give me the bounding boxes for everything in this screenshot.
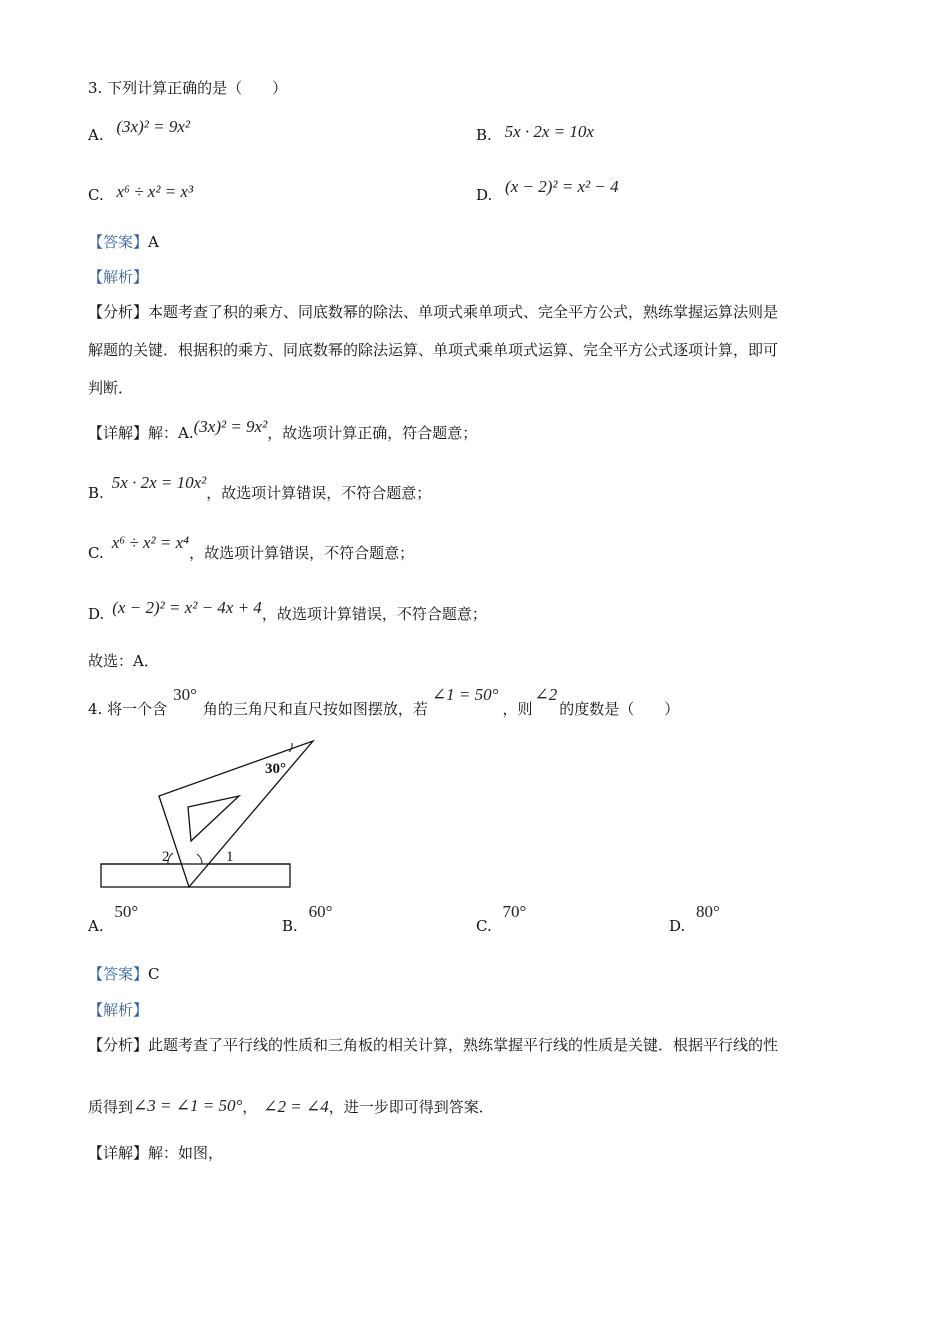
detail-label: C.: [88, 544, 104, 562]
option-label: A.: [88, 917, 104, 935]
option-math: 60°: [308, 902, 333, 921]
q4-fenxi-line-2: [88, 1096, 494, 1117]
option-math: (x − 2)² = x² − 4: [505, 177, 619, 196]
stem-text: 的度数是（ ）: [559, 700, 680, 718]
q4-answer: [88, 963, 160, 984]
option-label: C.: [88, 186, 104, 204]
option-label: A.: [88, 126, 104, 144]
detail-math: 5x · 2x = 10x²: [111, 473, 207, 492]
q3-conclusion: 故选：A．: [88, 652, 159, 670]
q3-detail-d: [88, 598, 487, 624]
q4-option-d[interactable]: [669, 902, 720, 936]
q3-option-b[interactable]: [476, 122, 594, 145]
option-math: 80°: [696, 902, 720, 921]
stem-text: 4. 将一个含: [88, 700, 168, 718]
fenxi-text: 质得到: [88, 1098, 134, 1116]
detail-text: ，故选项计算错误，不符合题意；: [206, 484, 432, 502]
option-math: 50°: [114, 902, 139, 921]
q3-fenxi-line-1: [88, 301, 778, 322]
detail-math: (3x)² = 9x²: [193, 417, 268, 436]
option-math: 5x · 2x = 10x: [504, 122, 594, 141]
detail-tag: 【详解】: [88, 1144, 149, 1162]
option-math: (3x)² = 9x²: [116, 117, 190, 136]
fenxi-text: ，进一步即可得到答案．: [328, 1098, 494, 1116]
q3-answer: [88, 231, 159, 252]
fenxi-text: 此题考查了平行线的性质和三角板的相关计算，熟练掌握平行线的性质是关键．根据平行线的性: [148, 1036, 779, 1054]
fenxi-text: ，: [242, 1098, 258, 1116]
fenxi-tag: 【分析】: [88, 303, 149, 321]
q3-stem: 3. 下列计算正确的是（ ）: [88, 79, 288, 97]
q4-option-a[interactable]: [88, 902, 139, 936]
fenxi-math: ∠2 = ∠4: [263, 1097, 329, 1116]
detail-math: (x − 2)² = x² − 4x + 4: [112, 598, 262, 617]
q4-detail: [88, 1142, 223, 1163]
q3-option-c[interactable]: [88, 182, 194, 205]
fenxi-math: ∠3 = ∠1 = 50°: [133, 1096, 243, 1115]
option-math: x⁶ ÷ x² = x³: [116, 182, 194, 201]
option-label: D.: [476, 186, 493, 204]
q4-fenxi-line-1: [88, 1034, 778, 1055]
option-label: B.: [476, 126, 492, 144]
option-math: 70°: [502, 902, 527, 921]
detail-label: B.: [88, 484, 104, 502]
detail-text: ，故选项计算正确，符合题意；: [267, 424, 478, 442]
option-label: C.: [476, 917, 492, 935]
fenxi-tag: 【分析】: [88, 1036, 149, 1054]
detail-text: ，故选项计算错误，不符合题意；: [261, 605, 487, 623]
option-label: D.: [669, 917, 686, 935]
q4-option-c[interactable]: [476, 902, 527, 936]
q4-analysis-tag: 【解析】: [88, 1001, 149, 1019]
detail-text: ，故选项计算错误，不符合题意；: [189, 544, 415, 562]
detail-label: D.: [88, 605, 105, 623]
q3-option-a[interactable]: [88, 117, 190, 145]
stem-math: ∠2: [534, 685, 558, 704]
q3-detail-c: [88, 533, 415, 563]
answer-tag: 【答案】: [88, 233, 149, 251]
detail-text: 解：如图，: [148, 1144, 224, 1162]
detail-math: x⁶ ÷ x² = x⁴: [111, 533, 190, 552]
stem-text: 角的三角尺和直尺按如图摆放，若: [202, 700, 428, 718]
label-30-degrees: 30°: [265, 761, 286, 777]
stem-text: ，则: [502, 700, 533, 718]
q3-analysis-tag: 【解析】: [88, 268, 149, 286]
q3-detail-b: [88, 473, 432, 503]
detail-intro: 解：A.: [148, 424, 194, 442]
q4-stem: [88, 685, 680, 719]
label-angle-2: 2: [162, 849, 170, 865]
label-angle-1: 1: [226, 849, 234, 865]
q4-figure: [90, 735, 330, 895]
answer-value: A: [148, 233, 159, 251]
answer-tag: 【答案】: [88, 965, 149, 983]
detail-tag: 【详解】: [88, 424, 149, 442]
stem-math: ∠1 = 50°: [431, 685, 499, 704]
option-label: B.: [282, 917, 298, 935]
q3-detail-a: [88, 417, 478, 443]
q3-fenxi-line-3: 判断．: [88, 379, 134, 397]
q3-option-d[interactable]: [476, 177, 619, 205]
q4-option-b[interactable]: [282, 902, 333, 936]
stem-math: 30°: [173, 685, 197, 704]
answer-value: C: [148, 965, 160, 983]
fenxi-text: 本题考查了积的乘方、同底数幂的除法、单项式乘单项式、完全平方公式，熟练掌握运算法则是: [148, 303, 779, 321]
q3-fenxi-line-2: 解题的关键．根据积的乘方、同底数幂的除法运算、单项式乘单项式运算、完全平方公式逐项计算，即可: [88, 341, 779, 359]
